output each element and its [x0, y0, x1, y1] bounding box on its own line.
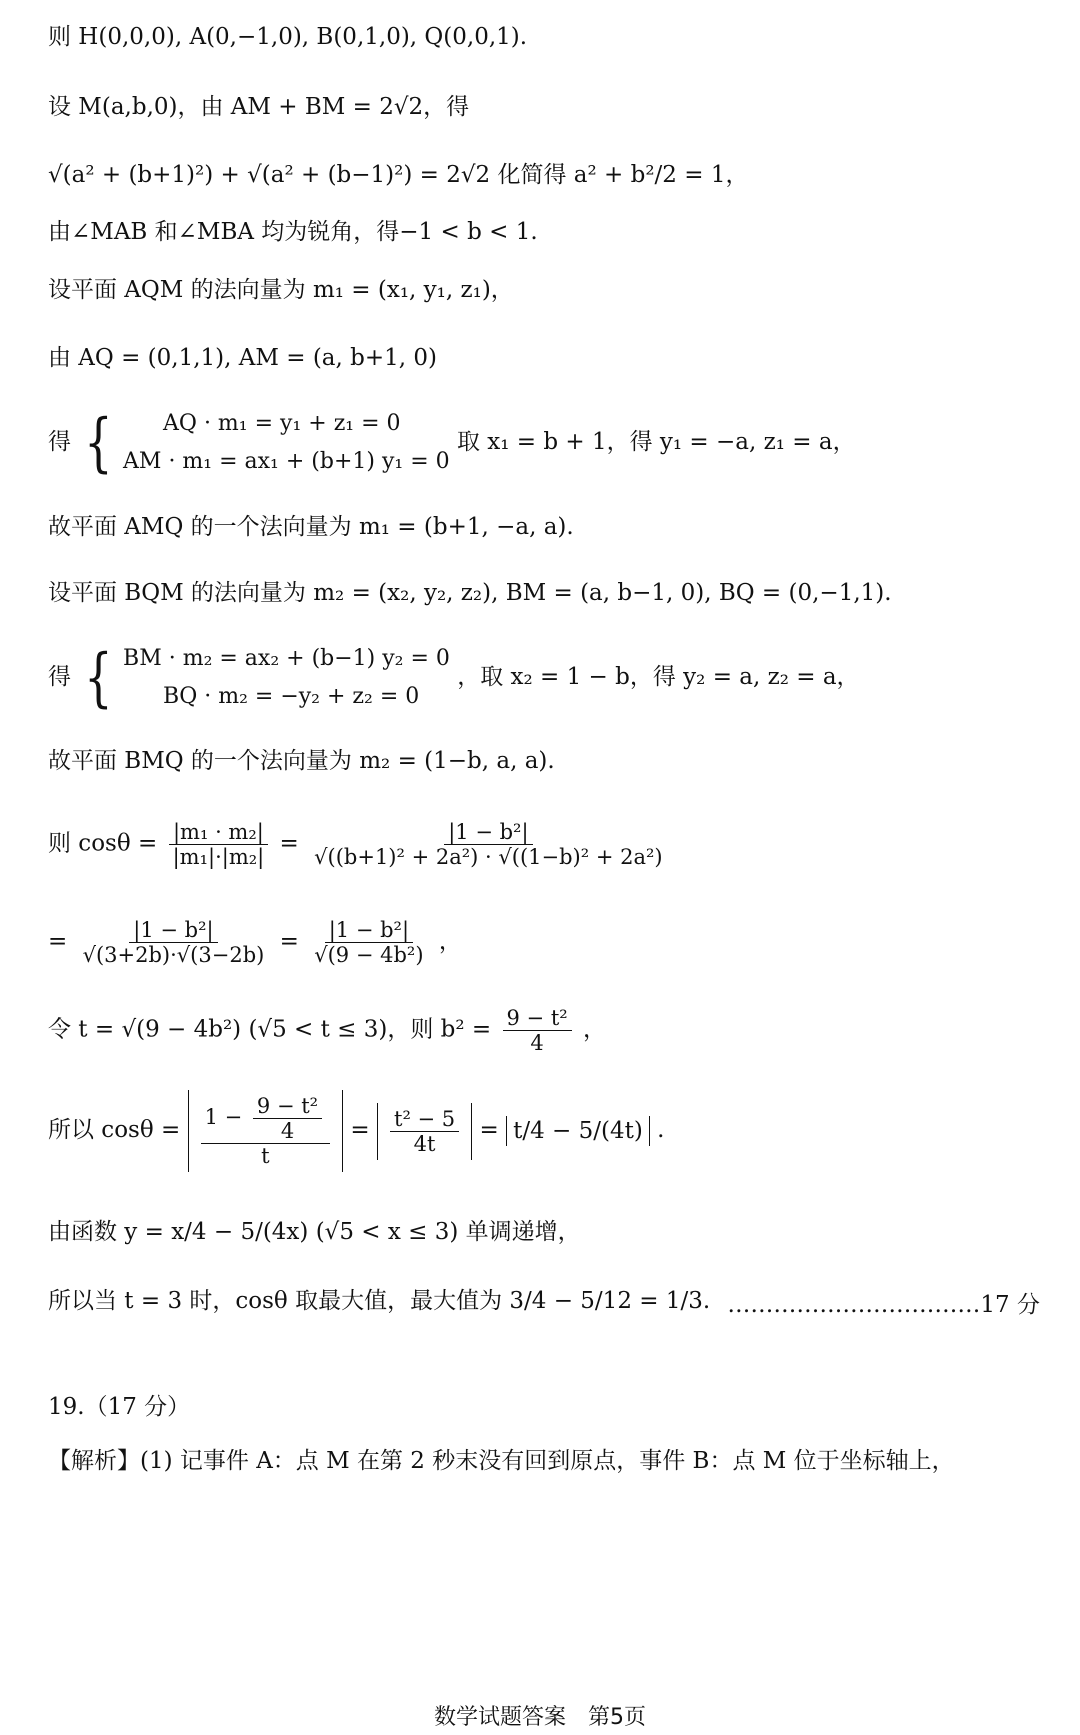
formula-text: ，: [438, 928, 462, 955]
brace-icon: {: [84, 406, 113, 480]
cos-t-formula: [48, 1090, 664, 1172]
system-row: AM · m₁ = ax₁ + (b+1) y₁ = 0: [123, 449, 450, 474]
denominator: 4: [280, 1119, 295, 1143]
system-tail: ，取 x₂ = 1 − b，得 y₂ = a, z₂ = a，: [457, 664, 860, 690]
text-line: 设平面 AQM 的法向量为 m₁ = (x₁, y₁, z₁)，: [48, 277, 514, 303]
system-row: AQ · m₁ = y₁ + z₁ = 0: [163, 411, 401, 436]
fraction: [503, 1006, 572, 1055]
denominator: t: [261, 1144, 270, 1168]
system-tail: 取 x₁ = b + 1，得 y₁ = −a, z₁ = a，: [456, 429, 856, 455]
formula-text: ，: [583, 1016, 606, 1043]
denominator: 4: [530, 1031, 544, 1055]
formula-text: 令 t = √(9 − 4b²) (√5 < t ≤ 3)，则 b² =: [48, 1016, 492, 1043]
system-block: [78, 640, 450, 716]
equation-system-1: [48, 405, 856, 481]
denominator: √(9 − 4b²): [314, 943, 424, 967]
text-line: 故平面 AMQ 的一个法向量为 m₁ = (b+1, −a, a).: [48, 514, 574, 540]
fraction: [201, 1094, 331, 1168]
fraction: [310, 820, 666, 869]
formula-text: 所以 cosθ =: [48, 1117, 181, 1143]
numerator: [201, 1094, 331, 1144]
equation-system-2: [48, 640, 860, 716]
score-marker: ……………………………17 分: [727, 1292, 1040, 1318]
formula-text: 1 −: [204, 1105, 243, 1129]
denominator: √(3+2b)·√(3−2b): [82, 943, 265, 967]
numerator: |1 − b²|: [444, 820, 532, 845]
numerator: 9 − t²: [503, 1006, 572, 1031]
text-line: 【解析】(1) 记事件 A：点 M 在第 2 秒末没有回到原点，事件 B：点 M 位于坐标轴上，: [48, 1448, 955, 1474]
text-line: √(a² + (b+1)²) + √(a² + (b−1)²) = 2√2 化简得 a² + b²/2 = 1，: [48, 162, 749, 188]
text-line: 由函数 y = x/4 − 5/(4x) (√5 < x ≤ 3) 单调递增，: [48, 1219, 581, 1245]
fraction: [79, 918, 269, 967]
fraction: [390, 1107, 459, 1156]
system-rows: [123, 640, 450, 716]
denominator: √((b+1)² + 2a²) · √((1−b)² + 2a²): [314, 845, 663, 869]
formula-text: .: [657, 1117, 665, 1143]
denominator: |m₁|·|m₂|: [172, 845, 265, 869]
text-line: 故平面 BMQ 的一个法向量为 m₂ = (1−b, a, a).: [48, 748, 555, 774]
numerator: |1 − b²|: [325, 918, 413, 943]
formula-text: =: [479, 1117, 499, 1143]
formula-text: =: [48, 928, 68, 955]
numerator: 9 − t²: [253, 1094, 322, 1119]
absolute-value: [188, 1090, 344, 1172]
text-line: 则 H(0,0,0), A(0,−1,0), B(0,1,0), Q(0,0,1).: [48, 24, 528, 50]
system-row: BM · m₂ = ax₂ + (b−1) y₂ = 0: [123, 646, 450, 671]
page-footer: 数学试题答案 第5页: [434, 1705, 646, 1730]
question-heading: 19.（17 分）: [48, 1394, 191, 1420]
formula-text: =: [279, 928, 299, 955]
cos-simplified: [48, 918, 462, 967]
de-label: 得: [48, 664, 71, 690]
text-line: 设 M(a,b,0)，由 AM + BM = 2√2，得: [48, 94, 470, 120]
fraction: [169, 820, 269, 869]
text-line: 设平面 BQM 的法向量为 m₂ = (x₂, y₂, z₂), BM = (a, b−1, 0), BQ = (0,−1,1).: [48, 580, 892, 606]
cos-formula: [48, 820, 671, 869]
absolute-value: [377, 1103, 472, 1160]
text-line: 所以当 t = 3 时，cosθ 取最大值，最大值为 3/4 − 5/12 = 1/3.: [48, 1288, 711, 1314]
brace-icon: {: [84, 641, 113, 715]
system-rows: [123, 405, 450, 481]
text-line: 由∠MAB 和∠MBA 均为锐角，得−1 < b < 1.: [48, 219, 538, 245]
text-line: 由 AQ = (0,1,1), AM = (a, b+1, 0): [48, 345, 437, 371]
denominator: 4t: [413, 1131, 436, 1156]
substitution-line: [48, 1006, 606, 1055]
formula-text: =: [279, 830, 299, 857]
formula-text: 则 cosθ =: [48, 830, 158, 857]
fraction: [310, 918, 427, 967]
fraction: [253, 1094, 322, 1143]
formula-text: =: [350, 1117, 370, 1143]
absolute-value: t/4 − 5/(4t): [506, 1116, 650, 1146]
system-block: [78, 405, 449, 481]
numerator: t² − 5: [390, 1107, 459, 1132]
numerator: |m₁ · m₂|: [169, 820, 268, 845]
numerator: |1 − b²|: [129, 918, 217, 943]
system-row: BQ · m₂ = −y₂ + z₂ = 0: [163, 684, 420, 709]
de-label: 得: [48, 429, 71, 455]
